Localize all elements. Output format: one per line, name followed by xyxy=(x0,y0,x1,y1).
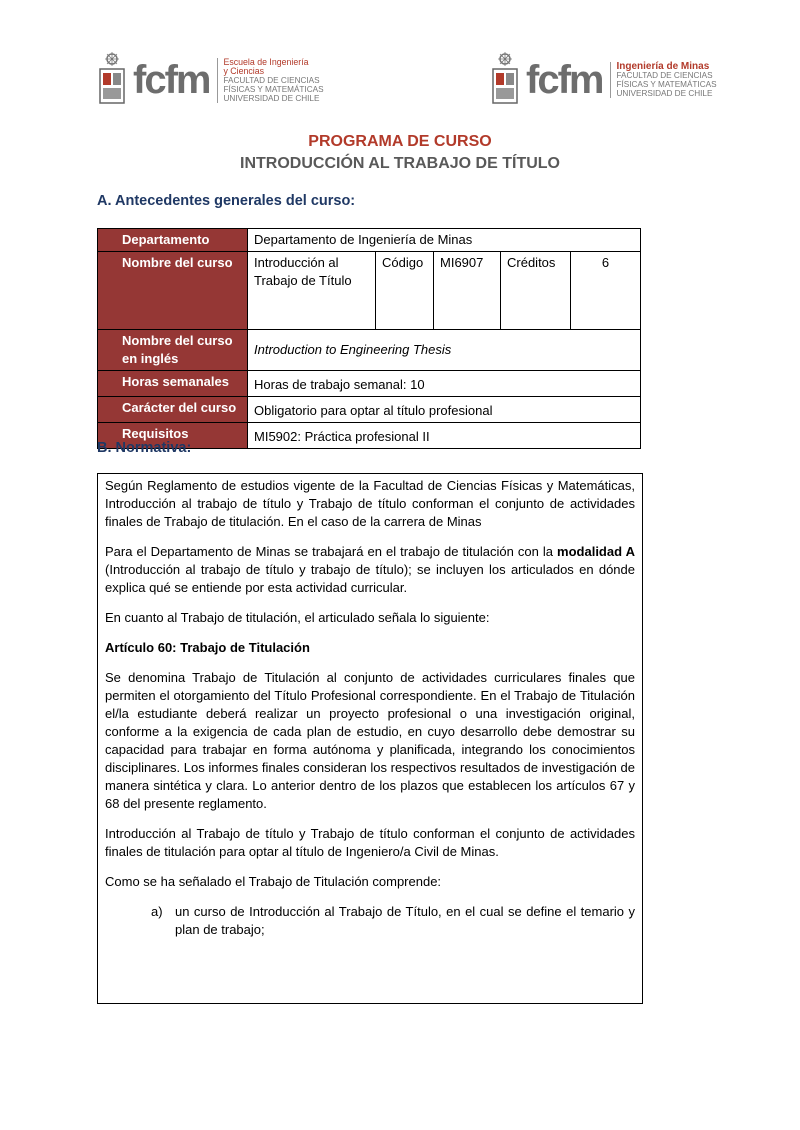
university-seal-icon xyxy=(490,51,520,109)
list-item xyxy=(151,903,635,939)
section-a-heading: A. Antecedentes generales del curso: xyxy=(97,193,356,209)
requisitos-value: MI5902: Práctica profesional II xyxy=(248,423,641,449)
fcfm-minas-logo xyxy=(490,45,717,115)
horas-label: Horas semanales xyxy=(98,371,248,397)
course-info-table xyxy=(97,228,641,449)
creditos-value: 6 xyxy=(571,252,641,330)
table-row xyxy=(98,371,641,397)
list-marker: a) xyxy=(151,904,163,919)
caracter-value: Obligatorio para optar al título profesional xyxy=(248,397,641,423)
creditos-label: Créditos xyxy=(501,252,571,330)
horas-value: Horas de trabajo semanal: 10 xyxy=(248,371,641,397)
normativa-paragraph: Introducción al Trabajo de título y Trabajo de título conforman el conjunto de actividades finales de titulación para optar al título de Ingeniero/a Civil de Minas. xyxy=(105,826,635,859)
list-item-text: un curso de Introducción al Trabajo de Título, en el cual se define el temario y plan de trabajo; xyxy=(175,904,635,937)
requisitos-label: Requisitos xyxy=(98,423,248,449)
university-seal-icon xyxy=(97,51,127,109)
nombre-value: Introducción al Trabajo de Título xyxy=(248,252,376,330)
document-title: PROGRAMA DE CURSO xyxy=(308,133,492,150)
table-row xyxy=(98,330,641,371)
normativa-paragraph: Como se ha señalado el Trabajo de Titulación comprende: xyxy=(105,874,442,889)
article-title: Artículo 60: Trabajo de Titulación xyxy=(105,640,310,655)
table-row xyxy=(98,229,641,252)
document-subtitle: INTRODUCCIÓN AL TRABAJO DE TÍTULO xyxy=(240,155,560,172)
caracter-label: Carácter del curso xyxy=(98,397,248,423)
article-quote: Se denomina Trabajo de Titulación al conjunto de actividades curriculares finales que permiten el otorgamiento del Título Profesional correspondiente. En el Trabajo de Titulación el/la estudiante deberá realizar un proyecto profesional o una investigación original, conforme a la exigencia de cada plan de estudio, en cuyo desarrollo debe demostrar su capacidad para trabajar en forma autónoma y planificada, integrando los conocimientos disciplinares. Los informes finales consideran los respectivos resultados de investigación de manera sintética y clara. Lo anterior dentro de los plazos que establecen los artículos 67 y 68 del presente reglamento. xyxy=(105,670,635,811)
normativa-paragraph: Para el Departamento de Minas se trabajará en el trabajo de titulación con la modalidad A (Introducción al trabajo de título y trabajo de título); se incluyen los articulados en dónde explica qué se entiende por esta actividad curricular. xyxy=(105,544,635,595)
fcfm-wordmark: fcfm xyxy=(133,58,210,102)
departamento-value: Departamento de Ingeniería de Minas xyxy=(248,229,641,252)
table-row xyxy=(98,397,641,423)
nombre-label: Nombre del curso xyxy=(98,252,248,330)
departamento-label: Departamento xyxy=(98,229,248,252)
normativa-paragraph: Según Reglamento de estudios vigente de la Facultad de Ciencias Físicas y Matemáticas, Introducción al trabajo de título y Trabajo de título conforman el conjunto de actividades finales de Trabajo de titulación. En el caso de la carrera de Minas xyxy=(105,478,635,529)
table-row xyxy=(98,252,641,330)
ingles-label: Nombre del curso en inglés xyxy=(98,330,248,371)
normativa-box xyxy=(97,473,643,1004)
ingles-value: Introduction to Engineering Thesis xyxy=(248,330,641,371)
fcfm-escuela-logo xyxy=(97,45,324,115)
normativa-paragraph: En cuanto al Trabajo de titulación, el articulado señala lo siguiente: xyxy=(105,610,490,625)
fcfm-wordmark: fcfm xyxy=(526,58,603,102)
section-b-heading: B. Normativa: xyxy=(97,440,192,456)
codigo-value: MI6907 xyxy=(434,252,501,330)
codigo-label: Código xyxy=(376,252,434,330)
logo-caption: Ingeniería de Minas FACULTAD DE CIENCIAS FÍSICAS Y MATEMÁTICAS UNIVERSIDAD DE CHILE xyxy=(610,62,716,98)
logo-caption: Escuela de Ingeniería y Ciencias FACULTAD DE CIENCIAS FÍSICAS Y MATEMÁTICAS UNIVERSIDAD DE CHILE xyxy=(217,58,323,103)
